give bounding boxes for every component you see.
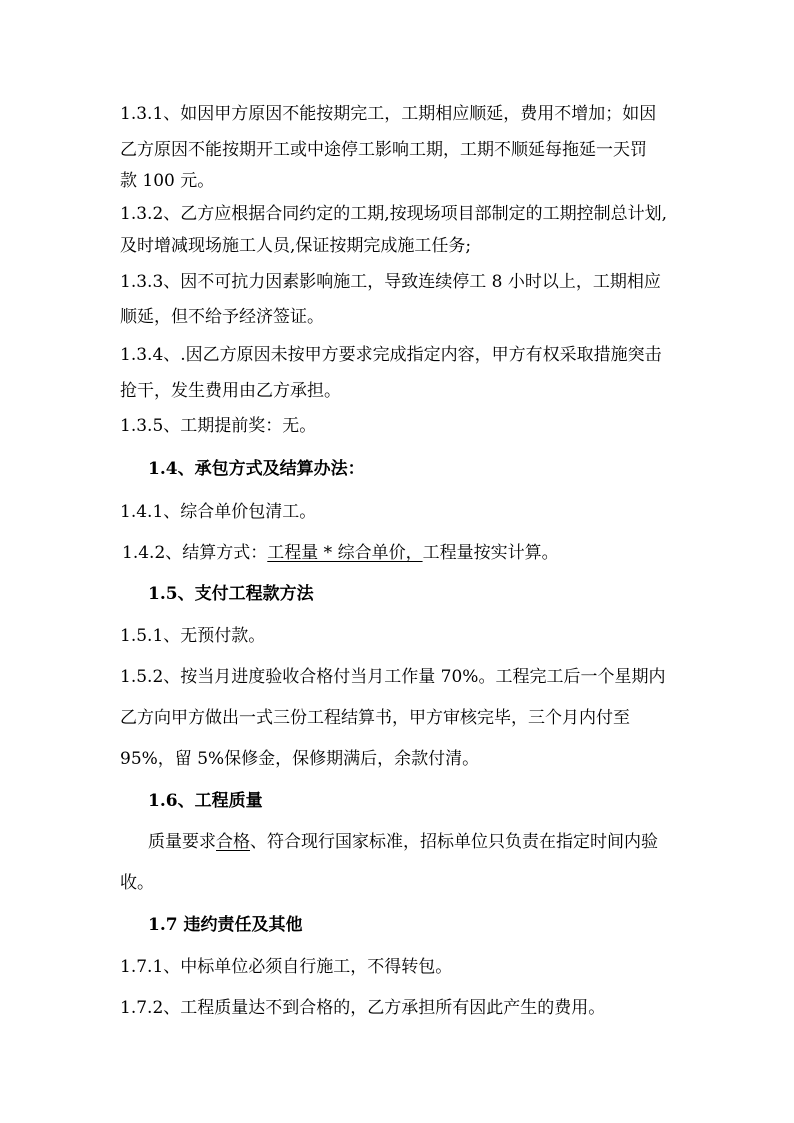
- clause-1-3-1-line-2: 乙方原因不能按期开工或中途停工影响工期，工期不顺延每拖延一天罚: [120, 140, 647, 160]
- quality-requirement-line-1: [148, 832, 748, 852]
- clause-1-4-2-suffix: 工程量按实计算。: [422, 543, 559, 563]
- clause-1-7-1: 1.7.1、中标单位必须自行施工，不得转包。: [120, 957, 453, 977]
- clause-1-4-2: [122, 543, 722, 563]
- clause-1-5-1: 1.5.1、无预付款。: [120, 626, 266, 646]
- section-heading-1-5: 1.5、支付工程款方法: [148, 584, 314, 604]
- clause-1-4-2-prefix: 1.4.2、结算方式：: [122, 543, 268, 563]
- clause-1-3-4-line-2: 抢干，发生费用由乙方承担。: [120, 381, 341, 401]
- section-heading-1-4: 1.4、承包方式及结算办法：: [148, 459, 365, 479]
- quality-requirement-line-2: 收。: [120, 873, 154, 893]
- clause-1-3-4-line-1: 1.3.4、.因乙方原因未按甲方要求完成指定内容，甲方有权采取措施突击: [120, 345, 662, 365]
- quality-underlined-qualified: 合格: [216, 832, 250, 852]
- clause-1-3-3-line-2: 顺延，但不给予经济签证。: [120, 307, 324, 327]
- quality-suffix: 、符合现行国家标准，招标单位只负责在指定时间内验: [250, 832, 658, 852]
- clause-1-5-2-line-3: 95%，留 5%保修金，保修期满后，余款付清。: [120, 749, 480, 769]
- clause-1-5-2-line-1: 1.5.2、按当月进度验收合格付当月工作量 70%。工程完工后一个星期内: [120, 667, 666, 687]
- clause-1-4-2-underlined-formula: 工程量 * 综合单价，: [267, 543, 423, 563]
- clause-1-3-1-line-3: 款 100 元。: [120, 171, 215, 191]
- clause-1-3-2-line-1: 1.3.2、乙方应根据合同约定的工期,按现场项目部制定的工期控制总计划,: [120, 204, 668, 224]
- clause-1-7-2: 1.7.2、工程质量达不到合格的，乙方承担所有因此产生的费用。: [120, 998, 606, 1018]
- section-heading-1-6: 1.6、工程质量: [148, 791, 263, 811]
- section-heading-1-7: 1.7 违约责任及其他: [148, 915, 303, 935]
- clause-1-5-2-line-2: 乙方向甲方做出一式三份工程结算书，甲方审核完毕，三个月内付至: [120, 708, 630, 728]
- clause-1-3-3-line-1: 1.3.3、因不可抗力因素影响施工，导致连续停工 8 小时以上，工期相应: [120, 272, 661, 292]
- clause-1-3-5: 1.3.5、工期提前奖：无。: [120, 416, 317, 436]
- clause-1-3-1-line-1: 1.3.1、如因甲方原因不能按期完工，工期相应顺延，费用不增加；如因: [120, 104, 657, 124]
- quality-prefix: 质量要求: [148, 832, 216, 852]
- clause-1-3-2-line-2: 及时增减现场施工人员,保证按期完成施工任务;: [120, 236, 472, 256]
- clause-1-4-1: 1.4.1、综合单价包清工。: [120, 502, 317, 522]
